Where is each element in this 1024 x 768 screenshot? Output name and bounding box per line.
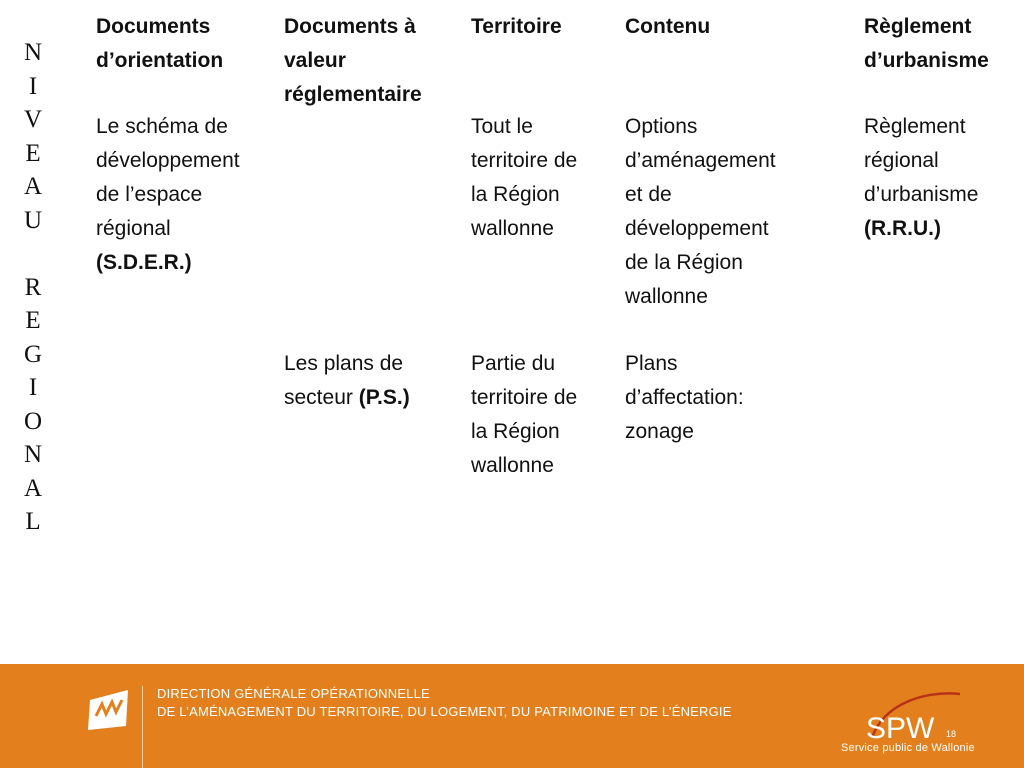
vertical-letter [18, 237, 48, 271]
cell-line: régional [864, 149, 939, 172]
cell-line: Le schéma de [96, 115, 228, 138]
cell-line: développement [96, 149, 240, 172]
cell-territoire-row2 [471, 347, 577, 483]
cell-rru [864, 110, 978, 246]
vertical-letter: E [25, 307, 41, 334]
header-contenu [625, 10, 710, 44]
cell-line: Les plans de [284, 352, 404, 375]
vertical-letter: I [28, 374, 38, 401]
cell-line: wallonne [625, 285, 708, 308]
abbreviation-sder: (S.D.E.R.) [96, 251, 192, 274]
footer-band [0, 664, 1024, 768]
vertical-letter: E [25, 139, 41, 167]
cell-line: de la Région [625, 251, 743, 274]
vertical-letter: O [23, 407, 43, 435]
vertical-letter: N [23, 441, 43, 468]
vertical-letter: V [23, 106, 43, 133]
cell-line: Règlement [864, 115, 966, 138]
cell-line: Tout le [471, 115, 533, 138]
cell-line: développement [625, 217, 769, 240]
cell-plans-de-secteur [284, 347, 410, 415]
cell-line: wallonne [471, 454, 554, 477]
header-line: Contenu [625, 15, 711, 38]
vertical-level-label [18, 36, 48, 539]
header-line: Règlement [864, 15, 972, 38]
vertical-letter: L [25, 508, 41, 535]
header-line: réglementaire [284, 83, 422, 106]
cell-line: régional [96, 217, 171, 240]
cell-line: Partie du [471, 352, 556, 375]
vertical-letter: A [23, 173, 43, 200]
cell-line: de l’espace [96, 183, 203, 206]
cell-line: la Région [471, 420, 560, 443]
direction-line-1: DIRECTION GÉNÉRALE OPÉRATIONNELLE [157, 686, 430, 701]
cell-contenu-row2 [625, 347, 744, 449]
cell-contenu-row1 [625, 110, 776, 314]
header-documents-orientation [96, 10, 223, 78]
abbreviation-ps: (P.S.) [358, 386, 410, 409]
vertical-letter: G [23, 340, 43, 368]
header-line: Documents à [284, 15, 416, 38]
abbreviation-rru: (R.R.U.) [864, 217, 941, 240]
cell-sder [96, 110, 240, 280]
vertical-letter: A [23, 474, 43, 502]
cell-line: territoire de [471, 386, 578, 409]
header-line: d’orientation [96, 49, 224, 72]
header-reglement-urbanisme [864, 10, 989, 78]
cell-line: Plans [625, 352, 678, 375]
header-territoire [471, 10, 562, 44]
header-line: Documents [96, 15, 211, 38]
vertical-letter: U [23, 206, 43, 234]
cell-line: d’aménagement [625, 149, 776, 172]
cell-line: d’affectation: [625, 386, 744, 409]
wallonia-logo-icon [84, 686, 134, 734]
cell-line: zonage [625, 420, 694, 443]
spw-brand-text: SPW [866, 712, 935, 745]
cell-territoire-row1 [471, 110, 577, 246]
cell-line: Options [625, 115, 698, 138]
cell-line: et de [625, 183, 672, 206]
vertical-letter: N [23, 39, 43, 66]
page-number: 18 [946, 729, 957, 739]
header-line: d’urbanisme [864, 49, 989, 72]
direction-name [157, 685, 732, 721]
direction-line-2: DE L’AMÉNAGEMENT DU TERRITOIRE, DU LOGEMENT, DU PATRIMOINE ET DE L’ÉNERGIE [157, 704, 732, 719]
cell-line: d’urbanisme [864, 183, 979, 206]
cell-line: wallonne [471, 217, 554, 240]
vertical-letter: I [28, 72, 38, 100]
vertical-letter: R [24, 273, 42, 301]
cell-line: la Région [471, 183, 560, 206]
footer-divider [142, 686, 143, 768]
header-line: valeur [284, 49, 346, 72]
header-documents-reglementaires [284, 10, 422, 112]
header-line: Territoire [471, 15, 562, 38]
spw-subtitle: Service public de Wallonie [841, 742, 975, 754]
cell-line: territoire de [471, 149, 578, 172]
cell-line: secteur [284, 386, 353, 409]
